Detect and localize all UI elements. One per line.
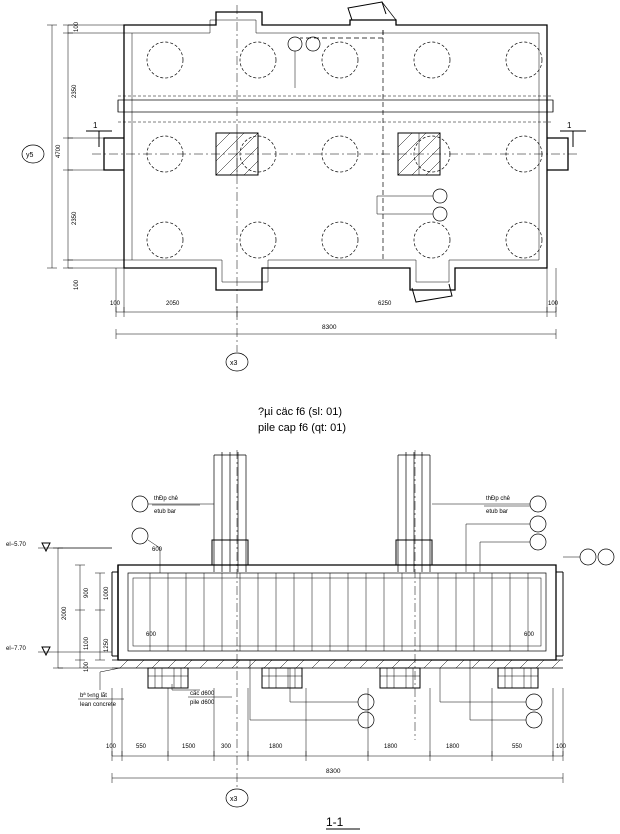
dim-s-300: 300 [221, 744, 232, 750]
section-titles [258, 406, 346, 434]
dim-v-2000: 2000 [62, 606, 68, 620]
dim-h-100-right: 100 [548, 301, 559, 307]
label-pile-en: pile d600 [190, 700, 215, 706]
cap-stirrup-rect-inner [133, 578, 541, 646]
callout-stub-bar-left [132, 496, 214, 515]
grid-label-y5: y5 [26, 152, 34, 159]
label-stub-bar-vn-left: thÐp chê [154, 496, 179, 502]
callout-stub-bar-right [432, 496, 546, 515]
label-600-top: 600 [152, 547, 163, 553]
section-view [6, 450, 614, 829]
rebar-600-labels [132, 528, 535, 638]
dim-v-100-bot: 100 [74, 279, 80, 290]
cap-stirrup-rect [128, 573, 546, 651]
dim-s-100-r: 100 [556, 744, 567, 750]
plan-horizontal-dims [110, 268, 559, 339]
label-stub-bar-vn-right: thÐp chê [486, 496, 511, 502]
plan-vertical-dims [47, 21, 132, 290]
section-title-1-1: 1-1 [326, 815, 344, 829]
title-vn: ?µi cäc f6 (sl: 01) [258, 406, 342, 418]
section-grid-label-x3: x3 [230, 796, 238, 803]
lean-concrete-hatch [120, 660, 560, 668]
dim-v-1000: 1000 [104, 586, 110, 600]
svg-text:1: 1 [93, 121, 98, 130]
level-top-text: el−5.70 [6, 542, 26, 548]
top-tail-leader [382, 2, 396, 20]
dim-s-1800-a: 1800 [269, 744, 283, 750]
level-mark-top [6, 542, 112, 551]
dim-s-100-l: 100 [106, 744, 117, 750]
label-lean-concrete-en: lean concrete [80, 702, 117, 708]
grid-bubble-y5 [22, 145, 44, 163]
dim-h-100-left: 100 [110, 301, 121, 307]
callout-lean-concrete [78, 668, 124, 708]
section-vertical-dims [53, 548, 112, 672]
section-grid-bubble-x3 [226, 789, 248, 807]
dim-total-8300-section: 8300 [326, 768, 341, 775]
cap-right-step [556, 572, 563, 656]
label-lean-concrete-vn: bª t«ng lãt [80, 693, 107, 699]
dim-total-8300-plan: 8300 [322, 324, 337, 331]
pile-cap-outline [124, 12, 547, 290]
svg-text:1: 1 [567, 121, 572, 130]
dim-v-100-sec: 100 [84, 661, 90, 672]
label-600-left: 600 [146, 632, 157, 638]
dim-v-2350-top: 2350 [72, 84, 78, 98]
section-cut-left [86, 121, 112, 147]
dim-v-1250: 1250 [104, 638, 110, 652]
label-stub-bar-en-right: etub bar [486, 509, 509, 515]
bottom-tail [412, 284, 452, 302]
label-pile-vn: cäc d600 [190, 691, 215, 697]
plan-view [22, 2, 586, 371]
label-600-right: 600 [524, 632, 535, 638]
dim-v-1100: 1100 [84, 637, 90, 650]
dim-s-1500: 1500 [182, 744, 196, 750]
top-tail [348, 2, 386, 20]
dim-h-2050: 2050 [166, 301, 180, 307]
column-starter-bars-right [398, 452, 430, 572]
lean-concrete-band [112, 660, 563, 668]
grid-label-x3: x3 [230, 360, 238, 367]
detail-bubble-4 [433, 207, 447, 221]
stirrup-ticks [150, 573, 528, 651]
title-en: pile cap f6 (qt: 01) [258, 422, 347, 434]
dim-s-1800-c: 1800 [446, 744, 460, 750]
grid-bubble-x3 [226, 353, 248, 371]
level-bottom-text: el−7.70 [6, 646, 26, 652]
label-stub-bar-en-left: etub bar [154, 509, 177, 515]
dim-v-4700: 4700 [56, 144, 62, 158]
column-starter-bars-left [214, 452, 246, 572]
detail-bubble-2 [306, 37, 320, 51]
section-cut-right [560, 121, 586, 147]
level-mark-bottom [6, 646, 112, 655]
detail-bubble-1 [288, 37, 302, 51]
pile-cap-inner-offset [132, 20, 539, 282]
dim-s-550-r: 550 [512, 744, 523, 750]
dim-v-900: 900 [84, 587, 90, 598]
dim-v-2350-bot: 2350 [72, 211, 78, 225]
cap-rebar-band [118, 100, 553, 112]
cap-left-step [112, 572, 118, 656]
right-detail-bubbles [466, 516, 614, 572]
dim-s-1800-b: 1800 [384, 744, 398, 750]
pile-sections [148, 668, 538, 688]
dim-s-550-l: 550 [136, 744, 147, 750]
detail-bubble-3 [433, 189, 447, 203]
pile-circles [147, 42, 542, 258]
dim-v-100-top: 100 [74, 21, 80, 32]
dim-h-6250: 6250 [378, 301, 392, 307]
